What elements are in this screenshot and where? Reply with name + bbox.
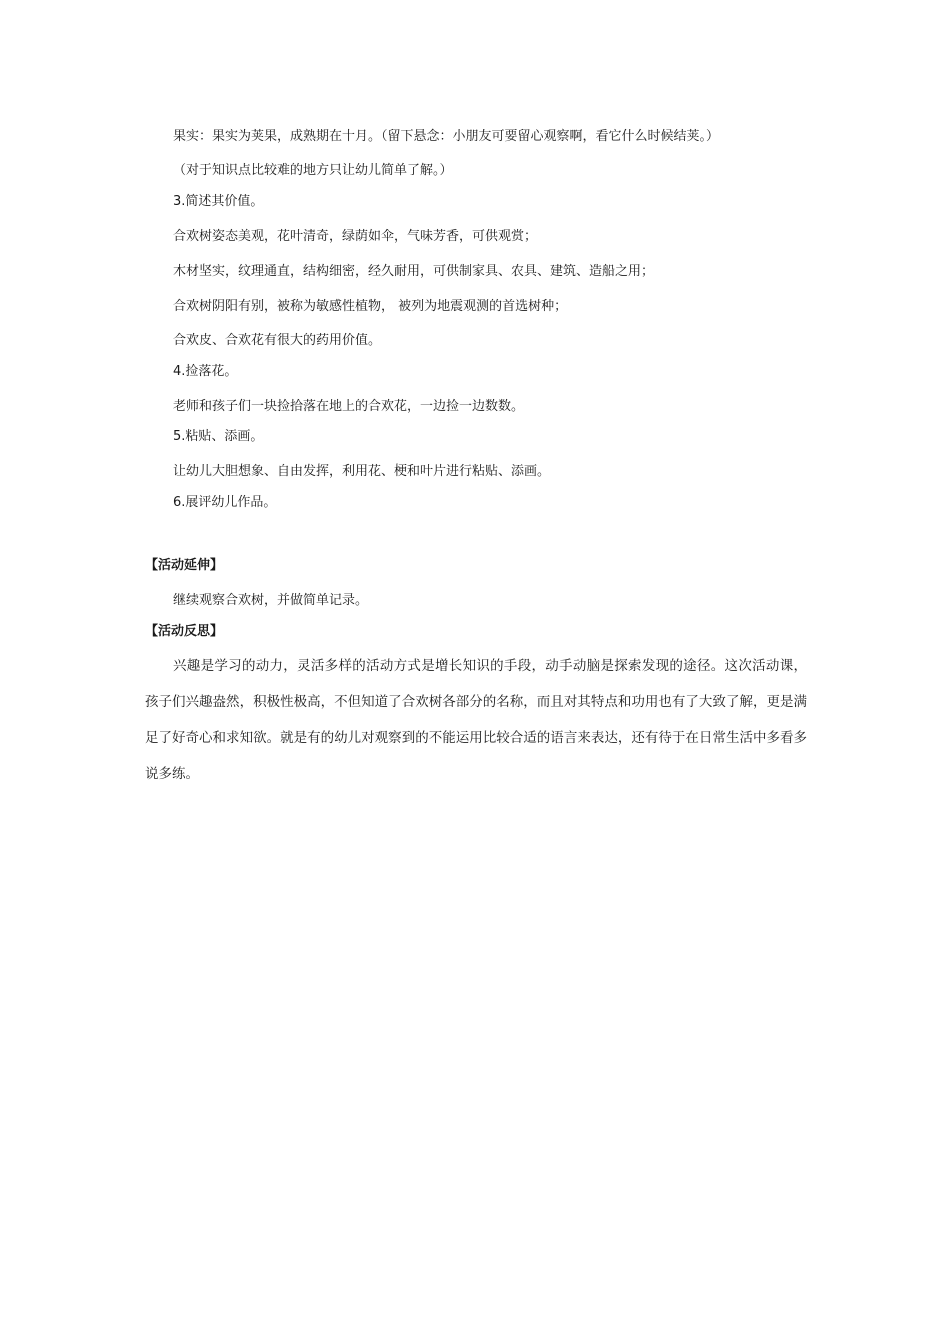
- extension-text: 继续观察合欢树，并做简单记录。: [173, 593, 369, 608]
- extension-heading: 【活动延伸】: [145, 558, 224, 573]
- value-line-2: 木材坚实，纹理通直，结构细密，经久耐用，可供制家具、农具、建筑、造船之用；: [173, 264, 655, 279]
- step-3-heading: 3.简述其价值。: [173, 194, 264, 209]
- value-line-4: 合欢皮、合欢花有很大的药用价值。: [173, 333, 382, 348]
- step-5-heading: 5.粘贴、添画。: [173, 429, 264, 444]
- fruit-line: 果实：果实为荚果，成熟期在十月。（留下悬念：小朋友可要留心观察啊，看它什么时候结荚。）: [173, 129, 720, 144]
- value-line-1: 合欢树姿态美观，花叶清奇，绿荫如伞，气味芳香，可供观赏；: [173, 229, 538, 244]
- step-6-heading: 6.展评幼儿作品。: [173, 495, 277, 510]
- step-4-heading: 4.捡落花。: [173, 364, 238, 379]
- value-line-3: 合欢树阴阳有别，被称为敏感性植物， 被列为地震观测的首选树种；: [173, 299, 568, 314]
- reflection-paragraph: 兴趣是学习的动力，灵活多样的活动方式是增长知识的手段，动手动脑是探索发现的途径。这次活动课，孩子们兴趣盎然，积极性极高，不但知道了合欢树各部分的名称，而且对其特点和功用也有了大致了解，更是满足了好奇心和求知欲。就是有的幼儿对观察到的不能运用比较合适的语言来表达，还有待于在日常生活中多看多说多练。: [145, 658, 807, 782]
- step-4-text: 老师和孩子们一块捡拾落在地上的合欢花，一边捡一边数数。: [173, 399, 525, 414]
- reflection-heading: 【活动反思】: [145, 624, 224, 639]
- note-line: （对于知识点比较难的地方只让幼儿简单了解。）: [173, 163, 453, 178]
- step-5-text: 让幼儿大胆想象、自由发挥，利用花、梗和叶片进行粘贴、添画。: [173, 464, 551, 479]
